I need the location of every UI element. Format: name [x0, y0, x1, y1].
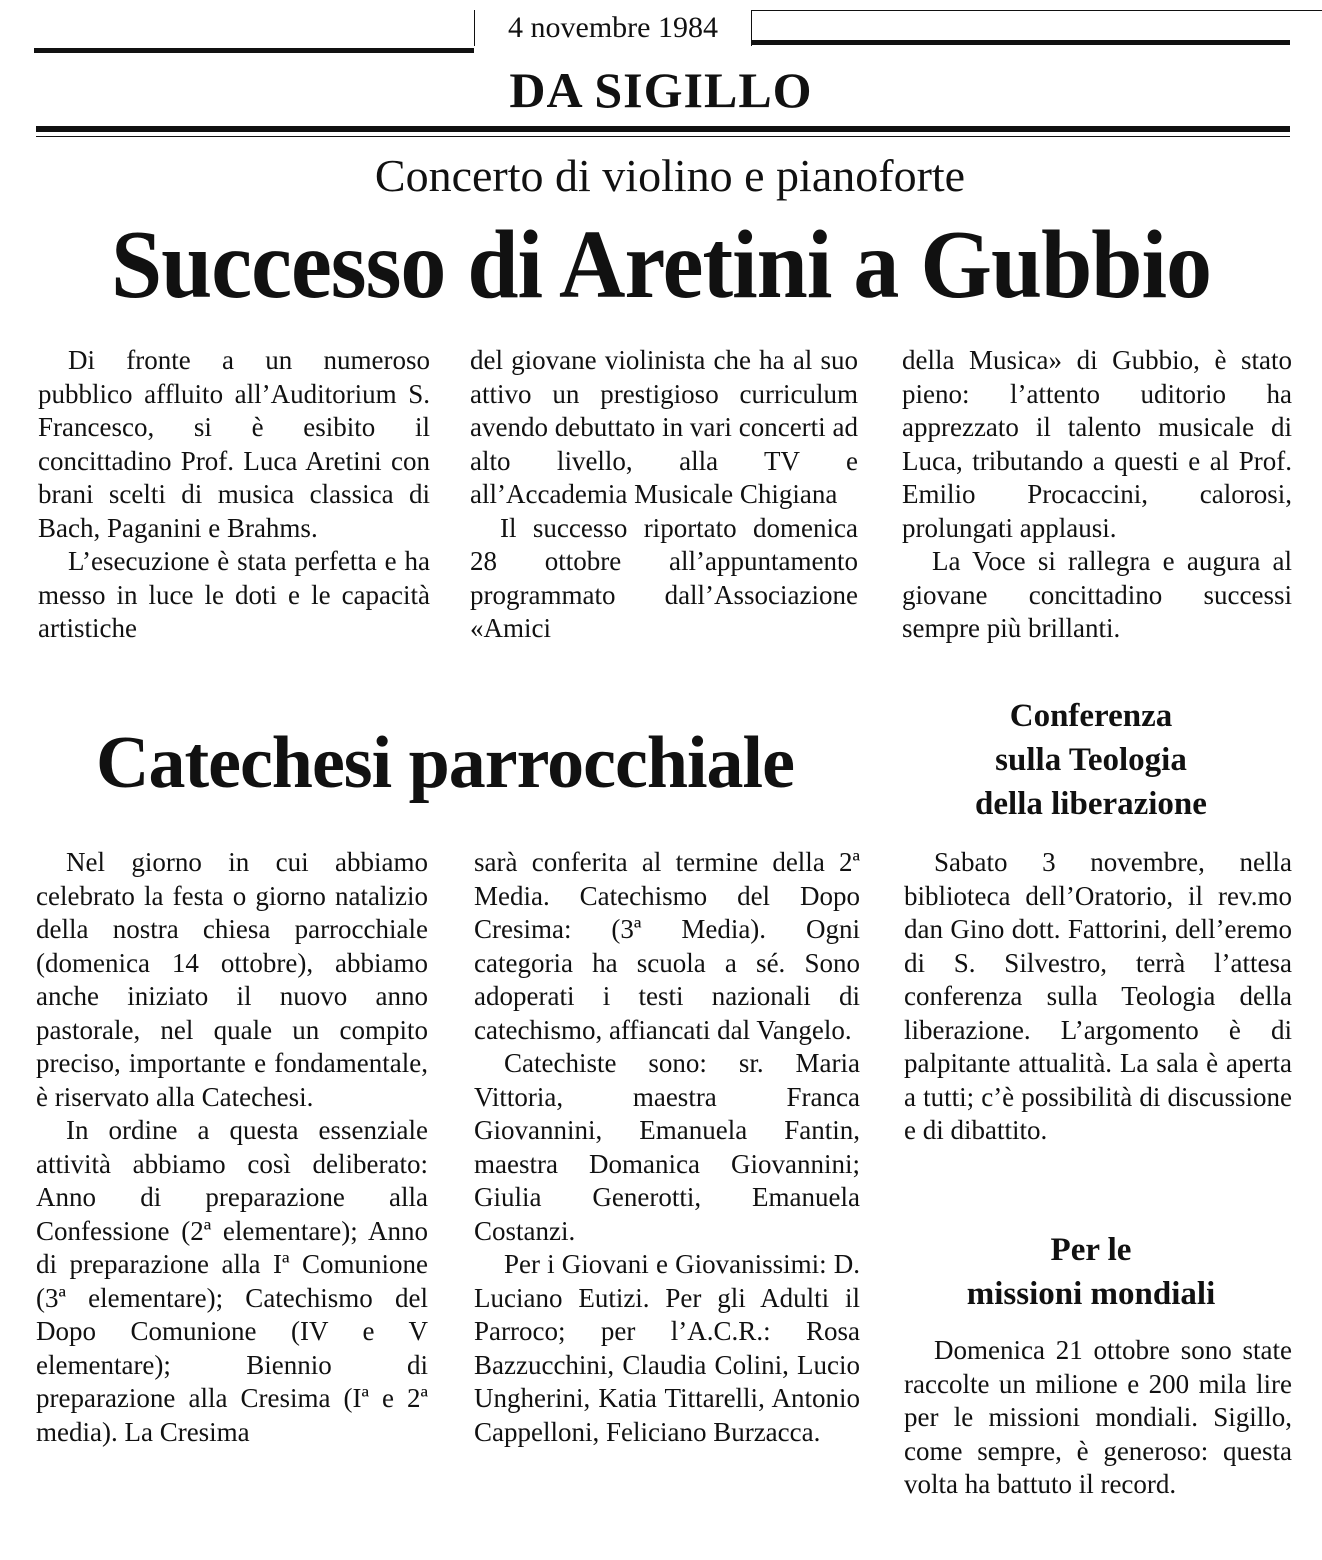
- headline-line: Per le: [1050, 1232, 1132, 1268]
- headline-line: della liberazione: [975, 786, 1207, 822]
- paragraph: Per i Giovani e Giovanissimi: D. Luciano Eutizi. Per gli Adulti il Parroco; per l’A.C.R.: Rosa Bazzucchini, Claudia Colini, Lucio Ungherini, Katia Tittarelli, Antonio Cappelloni, Feliciano Burzacca.: [474, 1249, 860, 1447]
- article1-column-3: [902, 344, 1292, 646]
- section-rule: [36, 126, 1290, 132]
- paragraph: Nel giorno in cui abbiamo celebrato la festa o giorno natalizio della nostra chiesa parrocchiale (domenica 14 ottobre), abbiamo anche iniziato il nuovo anno pastorale, nel quale un compito preciso, importante e fondamentale, è riservato alla Catechesi.: [36, 847, 428, 1112]
- paragraph: del giovane violinista che ha al suo attivo un prestigioso curriculum avendo debuttato in vari concerti ad alto livello, alla TV e all’Accademia Musicale Chigiana: [470, 345, 858, 509]
- article1-kicker: Concerto di violino e pianoforte: [374, 150, 966, 201]
- article1-headline: Successo di Aretini a Gubbio: [110, 209, 1212, 319]
- section-rule-thin: [36, 136, 1290, 137]
- article3-body: [904, 846, 1292, 1148]
- article4-headline: [900, 1228, 1282, 1316]
- section-title: DA SIGILLO: [509, 62, 813, 118]
- article2-headline: Catechesi parrocchiale: [96, 722, 794, 804]
- article2-column-1: [36, 846, 428, 1449]
- paragraph: della Musica» di Gubbio, è stato pieno: l’attento uditorio ha apprezzato il talento musicale di Luca, tributando a questi e al Prof. Emilio Procaccini, calorosi, prolungati applausi.: [902, 345, 1292, 543]
- headline-line: Conferenza: [1009, 698, 1173, 734]
- top-thin-rule: [750, 10, 1322, 11]
- paragraph: Domenica 21 ottobre sono state raccolte un milione e 200 mila lire per le missioni mondiali. Sigillo, come sempre, è generoso: questa volta ha battuto il record.: [904, 1335, 1292, 1499]
- paragraph: Di fronte a un numeroso pubblico affluito all’Auditorium S. Francesco, si è esibito il concittadino Prof. Luca Aretini con brani scelti di musica classica di Bach, Paganini e Brahms.: [38, 345, 430, 543]
- top-rule-right: [750, 40, 1290, 45]
- paragraph: Catechiste sono: sr. Maria Vittoria, maestra Franca Giovannini, Emanuela Fantin, maestra Domanica Giovannini; Giulia Generotti, Emanuela Costanzi.: [474, 1048, 860, 1246]
- paragraph: sarà conferita al termine della 2ª Media. Catechismo del Dopo Cresima: (3ª Media). Ogni categoria ha scuola a sé. Sono adoperati i testi nazionali di catechismo, affiancati dal Vangelo.: [474, 847, 860, 1045]
- article2-column-2: [474, 846, 860, 1449]
- article1-column-2: [470, 344, 858, 646]
- top-rule-left: [34, 48, 474, 53]
- paragraph: La Voce si rallegra e augura al giovane concittadino successi sempre più brillanti.: [902, 546, 1292, 643]
- paragraph: L’esecuzione è stata perfetta e ha messo in luce le doti e le capacità artistiche: [38, 546, 430, 643]
- paragraph: Il successo riportato domenica 28 ottobre all’appuntamento programmato dall’Associazione «Amici: [470, 512, 858, 643]
- article4-body: [904, 1334, 1292, 1502]
- article1-column-1: [38, 344, 430, 646]
- paragraph: Sabato 3 novembre, nella biblioteca dell’Oratorio, il rev.mo dan Gino dott. Fattorini, dell’eremo di S. Silvestro, terrà l’attesa conferenza sulla Teologia della liberazione. L’argomento è di palpitante attualità. La sala è aperta a tutti; c’è possibilità di discussione e di dibattito.: [904, 847, 1292, 1145]
- headline-line: missioni mondiali: [966, 1276, 1216, 1312]
- headline-line: sulla Teologia: [995, 742, 1187, 778]
- article3-headline: [900, 694, 1282, 826]
- paragraph: In ordine a questa essenziale attività abbiamo così deliberato: Anno di preparazione alla Confessione (2ª elementare); Anno di preparazione alla Iª Comunione (3ª elementare); Catechismo del Dopo Comunione (IV e V elementare); Biennio di preparazione alla Cresima (Iª e 2ª media). La Cresima: [36, 1115, 428, 1447]
- issue-date: 4 novembre 1984: [474, 10, 752, 46]
